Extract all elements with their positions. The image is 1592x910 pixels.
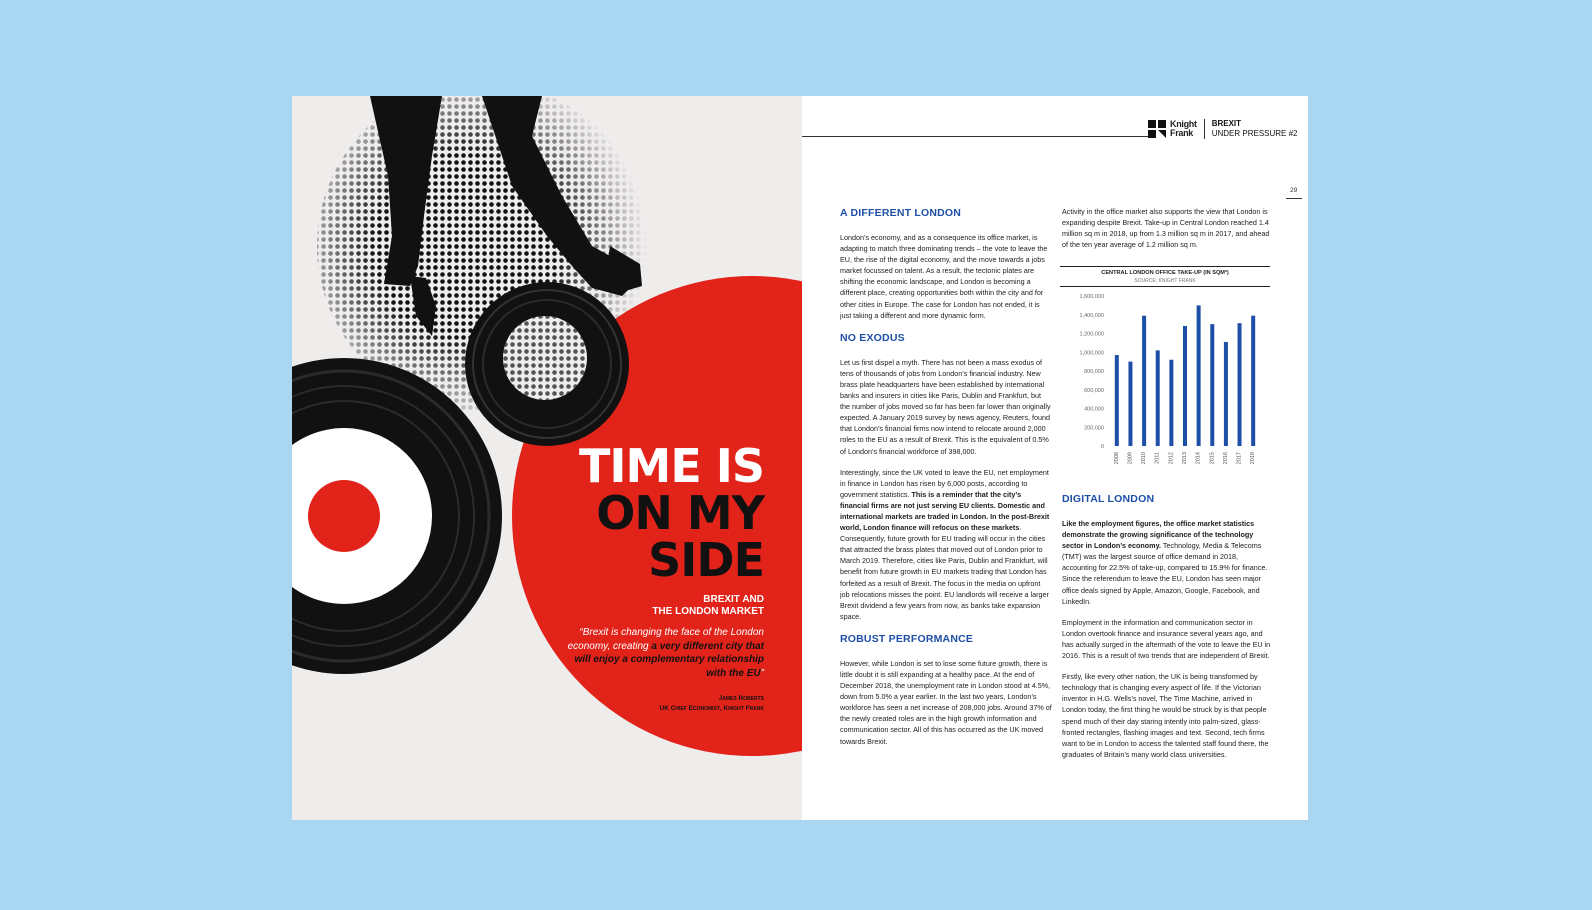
x-tick-label: 2011 bbox=[1154, 452, 1161, 464]
paragraph-emphasis: This is a reminder that the city’s financial firms are not just serving EU clients. Domestic and international markets are traded in London. In the post-Brexit world, London finance will refocus on these markets bbox=[840, 489, 1050, 533]
quote-attribution bbox=[660, 694, 764, 714]
x-tick-label: 2018 bbox=[1250, 452, 1257, 465]
pull-quote bbox=[559, 626, 764, 680]
bar bbox=[1183, 326, 1187, 446]
bar bbox=[1238, 323, 1242, 446]
bar bbox=[1156, 350, 1160, 446]
y-tick-label: 800,000 bbox=[1084, 369, 1104, 375]
y-tick-label: 400,000 bbox=[1084, 406, 1104, 413]
headline-line-2: ON MY bbox=[596, 486, 764, 540]
publication-name: BREXIT bbox=[1211, 119, 1242, 128]
y-tick-label: 200,000 bbox=[1084, 425, 1104, 432]
paragraph: Employment in the information and communication sector in London overtook finance and insurance several years ago, and has actually surged in the aftermath of the vote to leave the EU in 2016. This is a result of two trends that are independent of Brexit. bbox=[1062, 617, 1271, 661]
chart-title: CENTRAL LONDON OFFICE TAKE-UP (IN SQM²) bbox=[1101, 270, 1229, 276]
paragraph: However, while London is set to lose some future growth, there is little doubt it is still expanding at a healthy pace. At the end of December 2018, the unemployment rate in London stood at 4.5%, down from 5.0% a year earlier. In the last two years, London’s workforce has seen a net increase of 208,000 jobs. Around 37% of the newly created roles are in the high growth information and communication sector. All of this has occurred as the UK moved towards Brexit. bbox=[840, 658, 1052, 746]
x-tick-label: 2013 bbox=[1182, 452, 1188, 465]
y-tick-label: 1,000,000 bbox=[1079, 350, 1104, 357]
y-tick-label: 1,400,000 bbox=[1079, 312, 1104, 319]
x-tick-label: 2009 bbox=[1127, 452, 1134, 465]
right-page bbox=[802, 96, 1308, 820]
y-tick-label: 1,600,000 bbox=[1079, 294, 1104, 300]
publication-title bbox=[1212, 119, 1298, 139]
bar bbox=[1169, 360, 1173, 446]
header-divider bbox=[1204, 119, 1205, 139]
logo-wordmark bbox=[1170, 120, 1197, 138]
paragraph bbox=[1062, 518, 1274, 607]
page-number: 29 bbox=[1290, 187, 1298, 194]
x-tick-label: 2014 bbox=[1195, 452, 1202, 465]
header-branding bbox=[1148, 119, 1298, 139]
paragraph: London’s economy, and as a consequence its office market, is adapting to match three dominating trends – the vote to leave the EU, the rise of the digital economy, and the move towards a jobs market focussed on talent. As a result, the tectonic plates are shifting the economic landscape, and London is becoming a different place, creating opportunities both within the city and for other cities in Europe. The case for London has not ended, it is just taking a different and more dynamic form. bbox=[840, 233, 1048, 320]
section-heading: NO EXODUS bbox=[840, 331, 905, 344]
subhead-line-2: THE LONDON MARKET bbox=[652, 606, 764, 617]
bar bbox=[1142, 316, 1146, 446]
left-page bbox=[292, 96, 802, 820]
headline-line-3: SIDE bbox=[648, 533, 764, 587]
x-tick-label: 2017 bbox=[1236, 452, 1243, 465]
small-record bbox=[465, 282, 629, 446]
x-tick-label: 2015 bbox=[1209, 452, 1216, 465]
author-name: James Roberts bbox=[718, 695, 764, 702]
paragraph: Firstly, like every other nation, the UK is being transformed by technology that is changing every aspect of life. If the Victorian inventor in H.G. Wells’s novel, The Time Machine, arrived in London today, the first thing he would be struck by is that people spend much of their day staring intently into palm-sized, glass-fronted rectangles, flashing images and text. Second, tech firms want to be in London to access the talented staff found there, the graduates of Britain’s many world class universities. bbox=[1062, 672, 1269, 759]
bar-chart bbox=[1060, 288, 1270, 488]
column-2 bbox=[1062, 206, 1274, 260]
section-heading: A DIFFERENT LONDON bbox=[840, 207, 962, 219]
article-headline bbox=[579, 439, 764, 587]
bar bbox=[1197, 305, 1201, 446]
author-title: UK Chief Economist, Knight Frank bbox=[659, 705, 764, 712]
x-tick-label: 2008 bbox=[1113, 452, 1120, 465]
quote-close: ” bbox=[760, 667, 764, 679]
column-2-lower bbox=[1062, 492, 1274, 770]
paragraph-text: Technology, Media & Telecoms (TMT) was the largest source of office demand in 2018, accounting for 22.5% of take-up, compared to 15.9% for finance. Since the referendum to leave the EU, London has seen major office deals signed by Apple, Amazon, Google, Facebook, and LinkedIn. bbox=[1062, 541, 1268, 606]
section-heading: DIGITAL LONDON bbox=[1062, 493, 1155, 505]
magazine-spread bbox=[292, 96, 1308, 820]
chart-source: SOURCE: KNIGHT FRANK bbox=[1134, 278, 1196, 284]
bar bbox=[1210, 324, 1214, 446]
paragraph: Activity in the office market also supports the view that London is expanding despite Brexit. Take-up in Central London reached 1.4 million sq m in 2018, up from 1.3 million sq m in 2017, and ahead of the ten year average of 1.2 million sq m. bbox=[1062, 207, 1270, 250]
bar bbox=[1251, 316, 1255, 446]
bar bbox=[1224, 342, 1228, 446]
page-number-rule bbox=[1286, 198, 1302, 199]
paragraph-text: Interestingly, since the UK voted to leave the EU, net employment in finance in London has risen by 6,000 posts, according to government statistics. bbox=[840, 467, 1049, 499]
subhead-line-1: BREXIT AND bbox=[703, 594, 764, 605]
quote-text: “Brexit is changing the face of the London economy, creating bbox=[567, 627, 764, 652]
x-tick-label: 2012 bbox=[1168, 452, 1175, 465]
bar bbox=[1128, 362, 1132, 446]
column-1 bbox=[840, 206, 1052, 757]
headline-line-1: TIME IS bbox=[579, 439, 764, 493]
bar bbox=[1115, 355, 1119, 446]
x-tick-label: 2016 bbox=[1222, 452, 1229, 465]
take-up-chart bbox=[1060, 266, 1270, 486]
y-tick-label: 1,200,000 bbox=[1079, 331, 1104, 338]
y-tick-label: 0 bbox=[1100, 444, 1104, 450]
paragraph bbox=[840, 467, 1052, 622]
y-tick-label: 600,000 bbox=[1084, 387, 1104, 394]
knight-frank-logo-icon bbox=[1148, 120, 1166, 138]
x-tick-label: 2010 bbox=[1141, 452, 1148, 465]
logo-line-2: Frank bbox=[1170, 128, 1194, 138]
paragraph-text: . Consequently, future growth for EU trading will occur in the cities that attracted the brass plates that moved out of London prior to March 2019. Therefore, cities like Paris, Dublin and Frankfurt, will benefit from future growth in EU markets trading that London has forfeited as a result of Brexit. The focus in the media on upfront job relocations misses the point. EU landlords will receive a larger Brexit dividend a few years from now, as banks take expansion space. bbox=[840, 523, 1049, 621]
section-heading: ROBUST PERFORMANCE bbox=[840, 632, 974, 645]
article-subhead bbox=[564, 594, 764, 618]
chart-title-rule bbox=[1060, 286, 1270, 287]
quote-emphasis: a very different city that will enjoy a complementary relationship with the EU bbox=[574, 640, 764, 679]
paragraph: Let us first dispel a myth. There has not been a mass exodus of tens of thousands of jobs from London’s financial industry. New brass plate headquarters have been established by international banks and insurers in cities like Paris, Dublin and Frankfurt, but the number of jobs moved so far has been far lower than originally expected. A January 2019 survey by news agency, Reuters, found that London’s financial firms now intend to relocate around 2,000 roles to the EU as a result of Brexit. This is the equivalent of 0.5% of London’s financial workforce of 398,000. bbox=[840, 357, 1051, 456]
paragraph-emphasis: Like the employment figures, the office market statistics demonstrate the growing significance of the technology sector in London’s economy. bbox=[1062, 519, 1255, 551]
publication-issue: UNDER PRESSURE #2 bbox=[1211, 129, 1298, 138]
header-rule bbox=[802, 136, 1150, 137]
logo-line-1: Knight bbox=[1170, 119, 1197, 129]
chart-top-rule bbox=[1060, 266, 1270, 267]
